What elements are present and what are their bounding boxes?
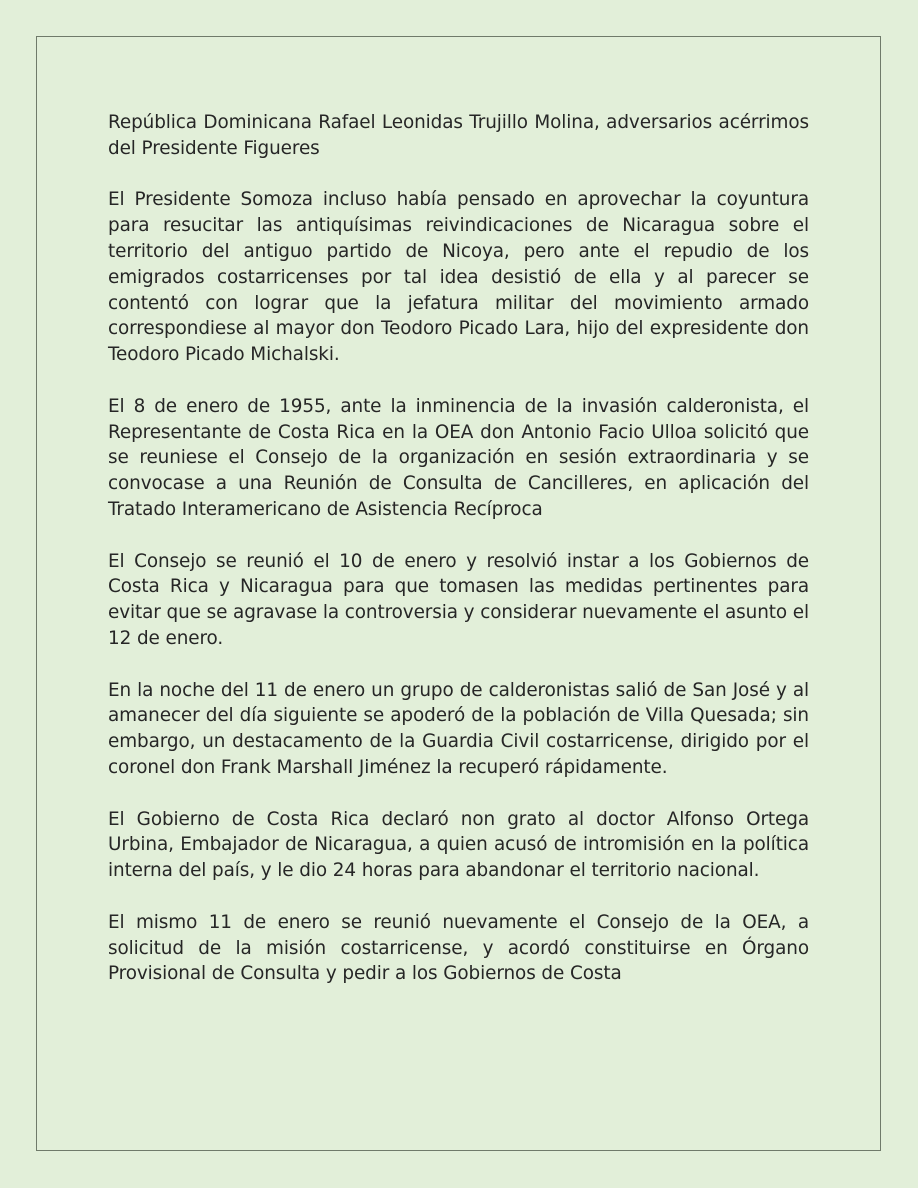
document-body xyxy=(108,110,809,1013)
paragraph-5: En la noche del 11 de enero un grupo de calderonistas salió de San José y al amanecer del día siguiente se apoderó de la población de Villa Quesada; sin embargo, un destacamento de la Guardia Civil costarricense, dirigido por el coronel don Frank Marshall Jiménez la recuperó rápidamente. xyxy=(108,679,809,778)
paragraph-1: República Dominicana Rafael Leonidas Trujillo Molina, adversarios acérrimos del Presidente Figueres xyxy=(108,112,809,159)
paragraph-4: El Consejo se reunió el 10 de enero y resolvió instar a los Gobiernos de Costa Rica y Nicaragua para que tomasen las medidas pertinentes para evitar que se agravase la controversia y considerar nuevamente el asunto el 12 de enero. xyxy=(108,550,809,649)
paragraph-2: El Presidente Somoza incluso había pensado en aprovechar la coyuntura para resucitar las antiquísimas reivindicaciones de Nicaragua sobre el territorio del antiguo partido de Nicoya, pero ante el repudio de los emigrados costarricenses por tal idea desistió de ella y al parecer se contentó con lograr que la jefatura militar del movimiento armado correspondiese al mayor don Teodoro Picado Lara, hijo del expresidente don Teodoro Picado Michalski. xyxy=(108,189,809,366)
paragraph-7: El mismo 11 de enero se reunió nuevamente el Consejo de la OEA, a solicitud de la misión costarricense, y acordó constituirse en Órgano Provisional de Consulta y pedir a los Gobiernos de Costa xyxy=(108,911,809,985)
paragraph-6: El Gobierno de Costa Rica declaró non grato al doctor Alfonso Ortega Urbina, Embajador de Nicaragua, a quien acusó de intromisión en la política interna del país, y le dio 24 horas para abandonar el territorio nacional. xyxy=(108,808,809,882)
paragraph-3: El 8 de enero de 1955, ante la inminencia de la invasión calderonista, el Representante de Costa Rica en la OEA don Antonio Facio Ulloa solicitó que se reuniese el Consejo de la organización en sesión extraordinaria y se convocase a una Reunión de Consulta de Cancilleres, en aplicación del Tratado Interamericano de Asistencia Recíproca xyxy=(108,395,809,520)
